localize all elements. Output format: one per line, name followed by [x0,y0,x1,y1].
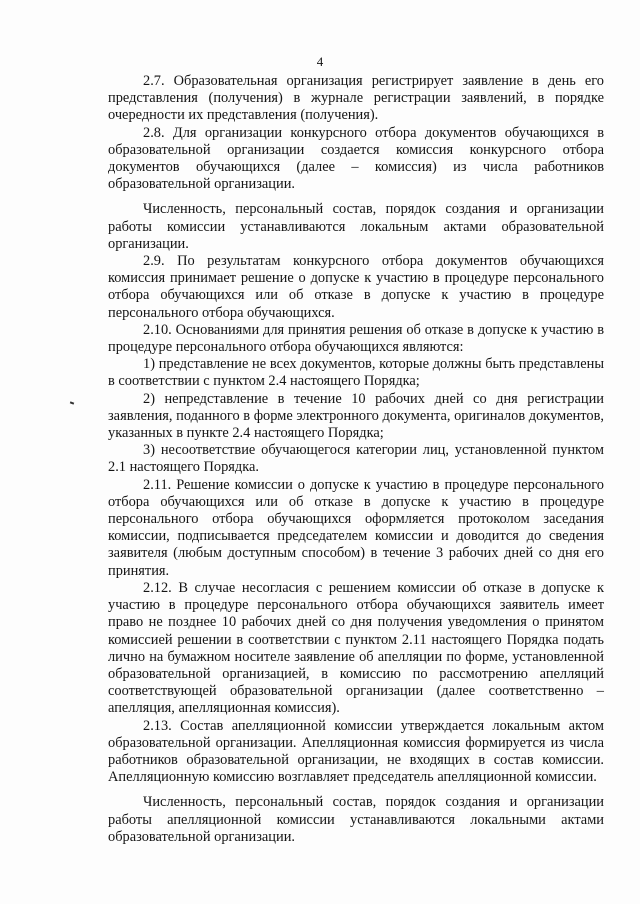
paragraph-2-11: 2.11. Решение комиссии о допуске к участию в процедуре персонального отбора обучающихся или об отказе в допуске к участию в процедуре персонального отбора обучающихся оформляется протоколом заседания комиссии, подписывается председателем комиссии и доводится до сведения заявителя (любым доступным способом) в течение 3 рабочих дней со дня его принятия. [108,476,604,579]
paragraph-commission-composition: Численность, персональный состав, порядок создания и организации работы комиссии устанавливаются локальным актами образовательной организации. [108,201,604,252]
page-number: 4 [316,54,324,69]
document-body [108,73,604,846]
list-item-2: 2) непредставление в течение 10 рабочих дней со дня регистрации заявления, поданного в форме электронного документа, оригиналов документов, указанных в пункте 2.4 настоящего Порядка; [108,390,604,442]
list-item-1: 1) представление не всех документов, которые должны быть представлены в соответствии с пунктом 2.4 настоящего Порядка; [108,356,604,390]
scan-speck [70,401,74,404]
paragraph-2-12: 2.12. В случае несогласия с решением комиссии об отказе в допуске к участию в процедуре персонального отбора обучающихся заявитель имеет право не позднее 10 рабочих дней со дня получения уведомления о принятом комиссией решении в соответствии с пунктом 2.11 настоящего Порядка подать лично на бумажном носителе заявление об апелляции по форме, установленной образовательной организацией, в комиссию по рассмотрению апелляций соответствующей образовательной организации (далее соответственно – апелляция, апелляционная комиссия). [108,579,604,717]
paragraph-2-13: 2.13. Состав апелляционной комиссии утверждается локальным актом образовательной организации. Апелляционная комиссия формируется из числа работников образовательной организации, не входящих в состав комиссии. Апелляционную комиссию возглавляет председатель апелляционной комиссии. [108,717,604,786]
paragraph-2-9: 2.9. По результатам конкурсного отбора документов обучающихся комиссия принимает решение о допуске к участию в процедуре персонального отбора обучающихся или об отказе в допуске к участию в процедуре персонального отбора обучающихся. [108,253,604,321]
list-item-3: 3) несоответствие обучающегося категории лиц, установленной пунктом 2.1 настоящего Порядка. [108,442,604,476]
paragraph-appeal-commission-composition: Численность, персональный состав, порядок создания и организации работы апелляционной комиссии устанавливаются локальными актами образовательной организации. [108,794,604,845]
paragraph-2-7: 2.7. Образовательная организация регистрирует заявление в день его представления (получения) в журнале регистрации заявлений, в порядке очередности их представления (получения). [108,73,604,124]
paragraph-2-8: 2.8. Для организации конкурсного отбора документов обучающихся в образовательной организации создается комиссия конкурсного отбора документов обучающихся (далее – комиссия) из числа работников образовательной организации. [108,124,604,193]
paragraph-2-10: 2.10. Основаниями для принятия решения об отказе в допуске к участию в процедуре персонального отбора обучающихся являются: [108,321,604,356]
